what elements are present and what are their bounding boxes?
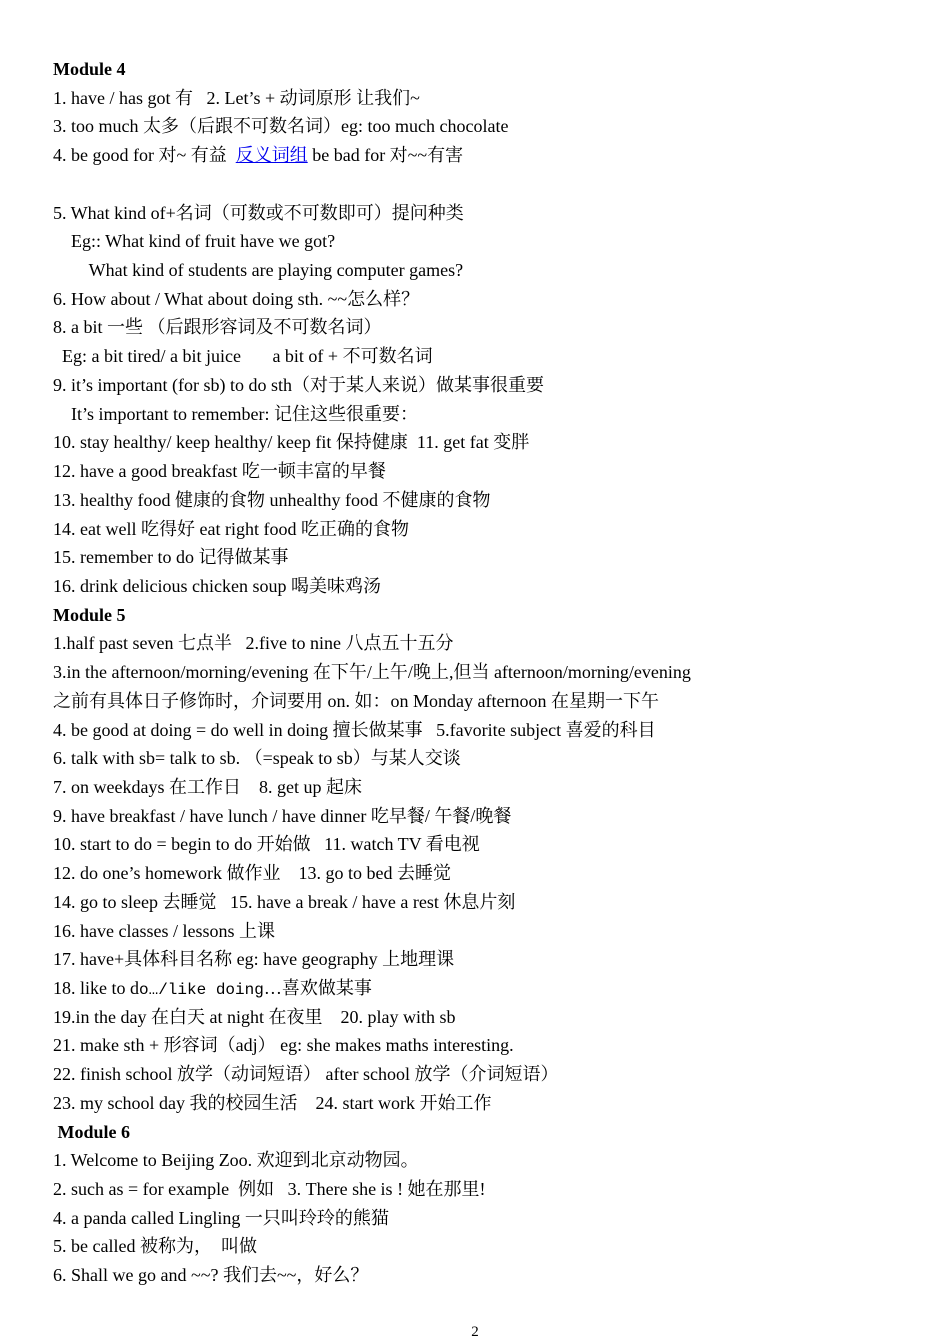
module-4-line-3 [53,141,913,170]
module-4-line-14: 13. healthy food 健康的食物 unhealthy food 不健康的食物 [53,489,491,510]
module-5-line-13 [53,974,913,1003]
module-4-line-6: What kind of students are playing computer games? [53,260,464,281]
module-4-line-17: 16. drink delicious chicken soup 喝美味鸡汤 [53,575,381,596]
module-4-line-8: 8. a bit 一些 （后跟形容词及不可数名词） [53,317,382,338]
module-4-heading: Module 4 [53,59,126,79]
module-4-line-10: 9. it’s important (for sb) to do sth（对于某人来说）做某事很重要 [53,374,544,395]
module-5-heading: Module 5 [53,604,126,625]
module-4-line-3-text: 4. be good for 对~ 有益 [53,145,236,166]
module-4-line-7: 6. How about / What about doing sth. ~~怎么样？ [53,288,420,309]
module-6-heading: Module 6 [53,1121,131,1142]
module-5-line-1: 1.half past seven 七点半 2.five to nine 八点五十五分 [53,633,454,654]
module-6-line-2: 2. such as = for example 例如 3. There she is ! 她在那里! [53,1179,486,1200]
module-5-line-5: 6. talk with sb= talk to sb. （=speak to sb）与某人交谈 [53,748,461,769]
module-4-line-13: 12. have a good breakfast 吃一顿丰富的早餐 [53,461,386,482]
module-4-line-11: It’s important to remember: 记住这些很重要： [53,403,418,424]
module-5-line-13-mono-text: o…/like doing [139,981,264,999]
module-4-line-12: 10. stay healthy/ keep healthy/ keep fit 保持健康 11. get fat 变胖 [53,432,530,453]
module-4-line-15: 14. eat well 吃得好 eat right food 吃正确的食物 [53,518,409,539]
module-5-line-10: 14. go to sleep 去睡觉 15. have a break / have a rest 休息片刻 [53,891,516,912]
module-5-line-4: 4. be good at doing = do well in doing 擅长做某事 5.favorite subject 喜爱的科目 [53,719,656,740]
module-6-line-3: 4. a panda called Lingling 一只叫玲玲的熊猫 [53,1207,389,1228]
module-5-line-14: 19.in the day 在白天 at night 在夜里 20. play with sb [53,1006,456,1027]
module-4-line-16: 15. remember to do 记得做某事 [53,547,289,568]
module-4-line-5: Eg:: What kind of fruit have we got? [53,231,336,252]
module-5-line-12: 17. have+具体科目名称 eg: have geography 上地理课 [53,949,455,970]
module-5-line-16: 22. finish school 放学（动词短语） after school 放学（介词短语） [53,1064,559,1085]
module-5-line-7: 9. have breakfast / have lunch / have dinner 吃早餐/ 午餐/晚餐 [53,805,512,826]
module-4-line-3-text-tail: be bad for 对~~有害 [307,145,464,166]
module-5-line-17: 23. my school day 我的校园生活 24. start work 开始工作 [53,1092,492,1113]
blank-line [53,170,913,199]
document-body [53,55,913,1290]
module-5-line-13-text-tail: …喜欢做某事 [263,978,372,998]
module-4-line-1: 1. have / has got 有 2. Let’s + 动词原形 让我们~ [53,87,420,108]
module-4-line-9: Eg: a bit tired/ a bit juice a bit of + 不可数名词 [53,346,433,367]
module-4-line-4: 5. What kind of+名词（可数或不可数即可）提问种类 [53,202,464,223]
module-5-line-11: 16. have classes / lessons 上课 [53,920,275,941]
module-5-line-8: 10. start to do = begin to do 开始做 11. watch TV 看电视 [53,834,480,855]
module-5-line-13-text: 18. like to d [53,978,139,998]
antonym-phrase-link[interactable]: 反义词组 [235,145,308,166]
module-4-line-2: 3. too much 太多（后跟不可数名词）eg: too much chocolate [53,116,509,137]
page-number: 2 [471,1324,479,1340]
module-5-line-6: 7. on weekdays 在工作日 8. get up 起床 [53,776,362,797]
module-6-line-4: 5. be called 被称为， 叫做 [53,1236,257,1257]
module-5-line-2: 3.in the afternoon/morning/evening 在下午/上午/晚上,但当 afternoon/morning/evening [53,662,691,683]
module-6-line-1: 1. Welcome to Beijing Zoo. 欢迎到北京动物园。 [53,1150,419,1171]
module-5-line-9: 12. do one’s homework 做作业 13. go to bed 去睡觉 [53,863,451,884]
module-5-line-3: 之前有具体日子修饰时，介词要用 on. 如：on Monday afternoon 在星期一下午 [53,690,659,711]
module-5-line-15: 21. make sth + 形容词（adj） eg: she makes maths interesting. [53,1035,514,1056]
module-6-line-5: 6. Shall we go and ~~? 我们去~~，好么？ [53,1265,369,1286]
